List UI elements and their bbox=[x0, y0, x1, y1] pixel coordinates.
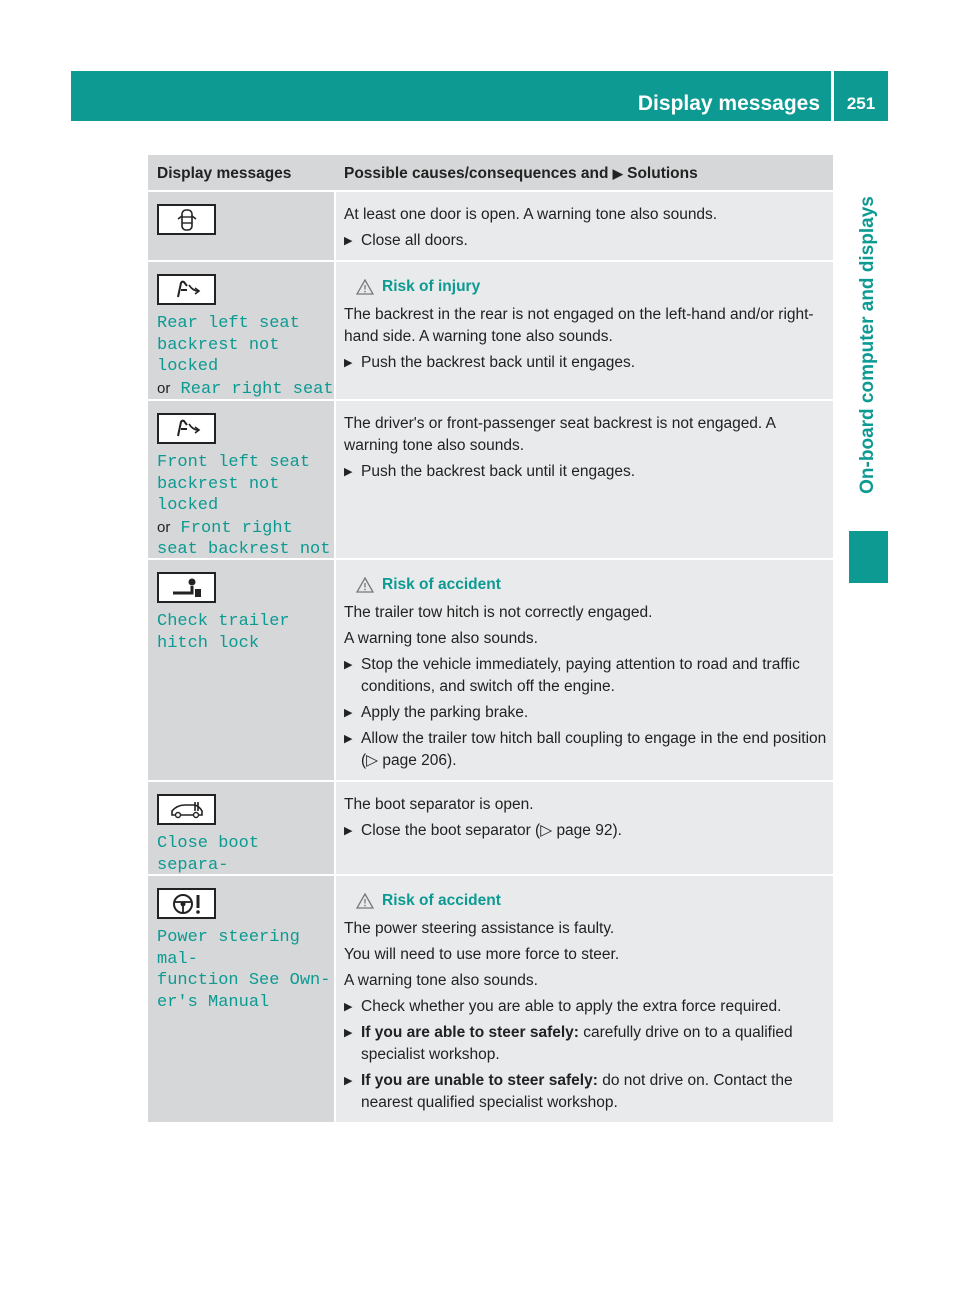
display-message: Rear left seat backrest not locked or Rear right seat bbox=[157, 314, 334, 399]
step-arrow-icon: ▶ bbox=[344, 825, 353, 837]
list-item: ▶ If you are able to steer safely: carefully drive on to a qualified specialist workshop. bbox=[344, 1024, 793, 1063]
description: The driver's or front-passenger seat backrest is not engaged. A warning tone also sounds. bbox=[344, 415, 776, 454]
description: A warning tone also sounds. bbox=[344, 630, 538, 647]
list-item: ▶ Check whether you are able to apply the extra force required. bbox=[344, 996, 829, 1018]
col-header-display-messages: Display messages bbox=[157, 165, 292, 182]
description: The boot separator is open. bbox=[344, 796, 534, 813]
display-message: Close boot separa- bbox=[157, 834, 260, 875]
warning-triangle-icon bbox=[356, 577, 374, 593]
page-title: Display messages bbox=[637, 92, 820, 115]
header-bar bbox=[71, 71, 888, 121]
list-item: ▶ Allow the trailer tow hitch ball coupling to engage in the end position (▷ page 206). bbox=[344, 730, 827, 769]
step-arrow-icon: ▶ bbox=[344, 235, 353, 247]
trailer-hitch-icon bbox=[157, 572, 216, 603]
description: The backrest in the rear is not engaged on the left-hand and/or right-hand side. A warning tone also sounds. bbox=[344, 306, 814, 345]
warning-heading: Risk of accident bbox=[356, 890, 829, 912]
description: The power steering assistance is faulty. bbox=[344, 920, 615, 937]
arrow-icon: ▶ bbox=[612, 166, 623, 181]
list-item: ▶ Stop the vehicle immediately, paying attention to road and traffic conditions, and switch off the engine. bbox=[344, 656, 800, 695]
table-header bbox=[148, 155, 833, 190]
side-tab bbox=[849, 159, 888, 531]
list-item: ▶ Close all doors. bbox=[344, 230, 829, 252]
display-message: Power steering mal- function See Own- er's Manual bbox=[157, 928, 331, 1012]
step-arrow-icon: ▶ bbox=[344, 1075, 353, 1087]
list-item: ▶ Close the boot separator (▷ page 92). bbox=[344, 820, 829, 842]
table-row bbox=[148, 260, 833, 399]
step-arrow-icon: ▶ bbox=[344, 357, 353, 369]
step-arrow-icon: ▶ bbox=[344, 1001, 353, 1013]
col-header-causes: Possible causes/consequences and ▶ Solutions bbox=[344, 165, 698, 182]
table-row bbox=[148, 558, 833, 780]
backrest-icon bbox=[157, 413, 216, 444]
boot-separator-icon bbox=[157, 794, 216, 825]
side-tab-label: On-board computer and displays bbox=[857, 196, 878, 494]
step-arrow-icon: ▶ bbox=[344, 466, 353, 478]
warning-heading: Risk of accident bbox=[356, 574, 829, 596]
list-item: ▶ Push the backrest back until it engages. bbox=[344, 352, 829, 374]
step-arrow-icon: ▶ bbox=[344, 659, 353, 671]
steering-warning-icon bbox=[157, 888, 216, 919]
list-item: ▶ Push the backrest back until it engages. bbox=[344, 461, 829, 483]
description: A warning tone also sounds. bbox=[344, 972, 538, 989]
step-arrow-icon: ▶ bbox=[344, 733, 353, 745]
backrest-icon bbox=[157, 274, 216, 305]
display-messages-table bbox=[148, 155, 833, 1122]
table-row bbox=[148, 190, 833, 260]
display-message: Check trailer hitch lock bbox=[157, 612, 290, 653]
table-row bbox=[148, 399, 833, 558]
list-item: ▶ If you are unable to steer safely: do not drive on. Contact the nearest qualified specialist workshop. bbox=[344, 1072, 793, 1111]
table-row bbox=[148, 874, 833, 1122]
warning-triangle-icon bbox=[356, 893, 374, 909]
warning-triangle-icon bbox=[356, 279, 374, 295]
list-item: ▶ Apply the parking brake. bbox=[344, 702, 829, 724]
warning-heading: Risk of injury bbox=[356, 276, 829, 298]
step-arrow-icon: ▶ bbox=[344, 707, 353, 719]
table-row bbox=[148, 780, 833, 874]
description: The trailer tow hitch is not correctly engaged. bbox=[344, 604, 653, 621]
door-open-icon bbox=[157, 204, 216, 235]
step-arrow-icon: ▶ bbox=[344, 1027, 353, 1039]
description: You will need to use more force to steer. bbox=[344, 946, 620, 963]
side-tab-marker bbox=[849, 531, 888, 583]
page-number: 251 bbox=[846, 94, 876, 113]
display-message: Front left seat backrest not locked or Front right seat backrest not bbox=[157, 453, 331, 559]
description: At least one door is open. A warning tone also sounds. bbox=[344, 206, 718, 223]
